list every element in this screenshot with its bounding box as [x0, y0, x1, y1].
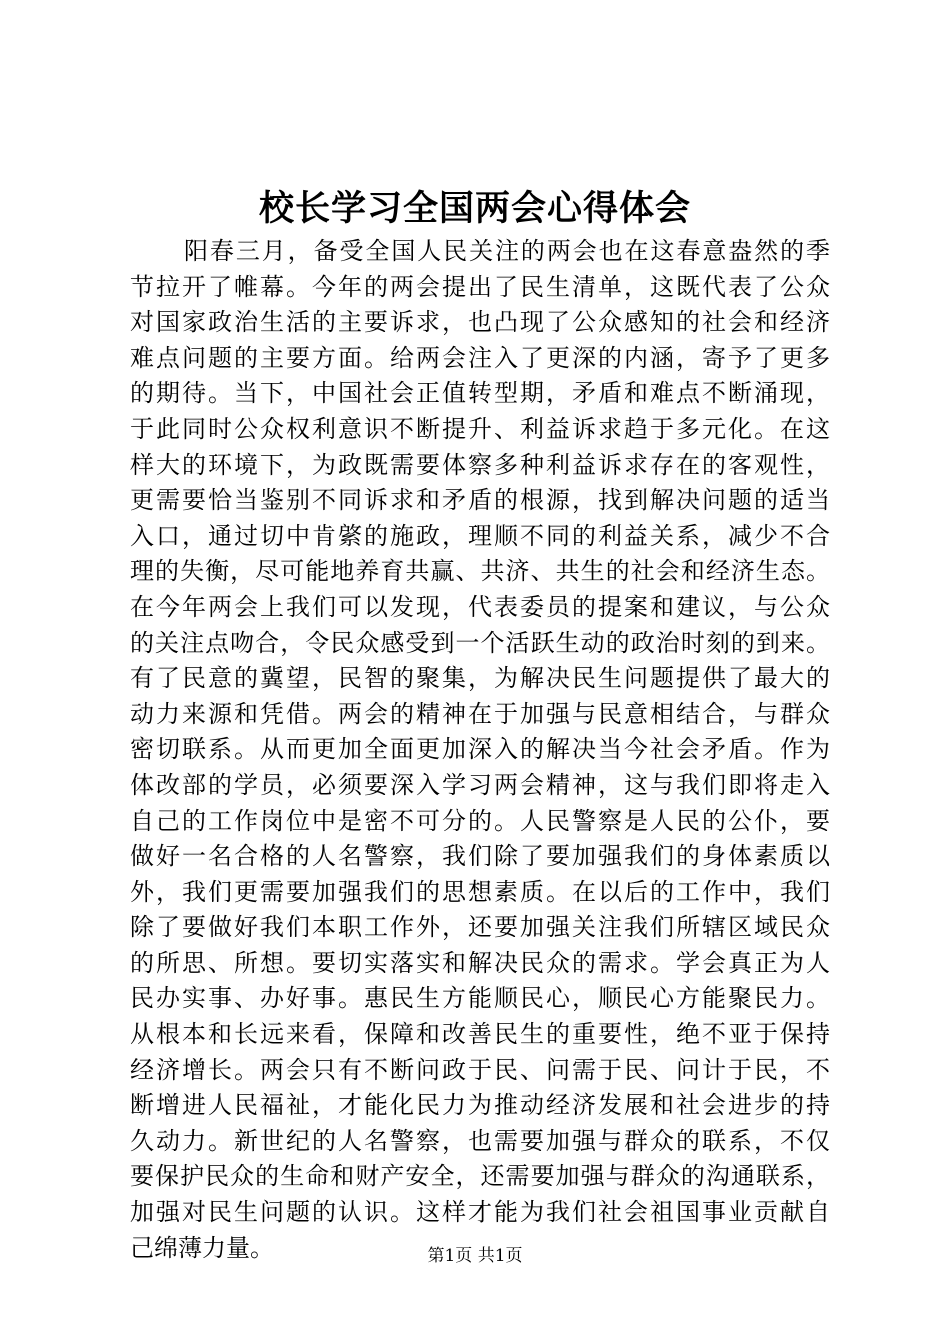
- paragraph-line: 阳春三月，备受全国人民关注的两会也在这春意盎然的季: [184, 237, 830, 265]
- paragraph-line: 对国家政治生活的主要诉求，也凸现了公众感知的社会和经济: [130, 308, 830, 337]
- paragraph-line: 己绵薄力量。: [130, 1233, 274, 1262]
- paragraph-line: 久动力。新世纪的人名警察，也需要加强与群众的联系，不仅: [130, 1126, 830, 1155]
- paragraph-line: 民办实事、办好事。惠民生方能顺民心，顺民心方能聚民力。: [130, 984, 830, 1013]
- paragraph-line: 从根本和长远来看，保障和改善民生的重要性，绝不亚于保持: [130, 1020, 830, 1049]
- paragraph-line: 的所思、所想。要切实落实和解决民众的需求。学会真正为人: [130, 948, 830, 977]
- document-body: [130, 234, 830, 1266]
- paragraph-line: 外，我们更需要加强我们的思想素质。在以后的工作中，我们: [130, 877, 830, 906]
- paragraph-line: 的关注点吻合，令民众感受到一个活跃生动的政治时刻的到来。: [130, 628, 830, 657]
- paragraph-line: 要保护民众的生命和财产安全，还需要加强与群众的沟通联系，: [130, 1162, 830, 1191]
- paragraph-line: 加强对民生问题的认识。这样才能为我们社会祖国事业贡献自: [130, 1198, 830, 1227]
- paragraph-line: 经济增长。两会只有不断问政于民、问需于民、问计于民，不: [130, 1055, 830, 1084]
- paragraph-line: 更需要恰当鉴别不同诉求和矛盾的根源，找到解决问题的适当: [130, 486, 830, 515]
- paragraph-line: 密切联系。从而更加全面更加深入的解决当今社会矛盾。作为: [130, 735, 830, 764]
- paragraph-line: 节拉开了帷幕。今年的两会提出了民生清单，这既代表了公众: [130, 272, 830, 301]
- paragraph-line: 动力来源和凭借。两会的精神在于加强与民意相结合，与群众: [130, 699, 830, 728]
- paragraph-line: 有了民意的冀望，民智的聚集，为解决民生问题提供了最大的: [130, 664, 830, 693]
- paragraph-line: 于此同时公众权利意识不断提升、利益诉求趋于多元化。在这: [130, 414, 830, 443]
- paragraph-line: 入口，通过切中肯綮的施政，理顺不同的利益关系，减少不合: [130, 521, 830, 550]
- paragraph-line: 的期待。当下，中国社会正值转型期，矛盾和难点不断涌现，: [130, 379, 830, 408]
- paragraph-line: 理的失衡，尽可能地养育共赢、共济、共生的社会和经济生态。: [130, 557, 830, 586]
- paragraph-line: 在今年两会上我们可以发现，代表委员的提案和建议，与公众: [130, 592, 830, 621]
- paragraph-line: 做好一名合格的人名警察，我们除了要加强我们的身体素质以: [130, 842, 830, 871]
- page-number-footer: 第1页 共1页: [427, 1246, 523, 1266]
- paragraph-line: 断增进人民福祉，才能化民力为推动经济发展和社会进步的持: [130, 1091, 830, 1120]
- page-title: 校长学习全国两会心得体会: [258, 188, 691, 229]
- paragraph-line: 难点问题的主要方面。给两会注入了更深的内涵，寄予了更多: [130, 343, 830, 372]
- paragraph-line: 体改部的学员，必须要深入学习两会精神，这与我们即将走入: [130, 770, 830, 799]
- paragraph-line: 自己的工作岗位中是密不可分的。人民警察是人民的公仆，要: [130, 806, 830, 835]
- paragraph-line: 样大的环境下，为政既需要体察多种利益诉求存在的客观性，: [130, 450, 830, 479]
- paragraph-line: 除了要做好我们本职工作外，还要加强关注我们所辖区域民众: [130, 913, 830, 942]
